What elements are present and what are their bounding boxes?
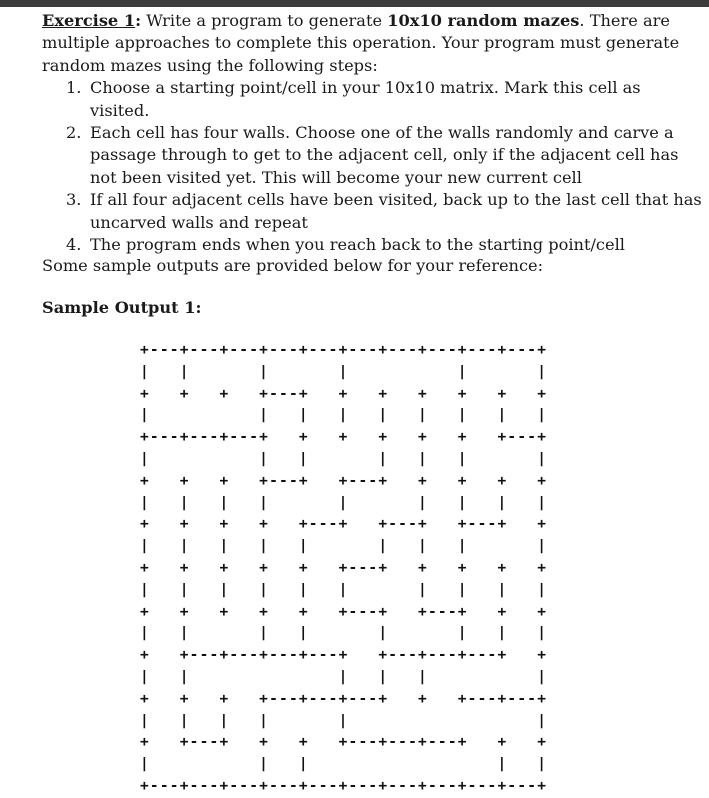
step-item (42, 122, 704, 189)
maze-line: | | | | | (140, 756, 548, 773)
step-number: 1. (66, 78, 82, 98)
maze-line: | | | | | | | | | (140, 494, 548, 511)
step-item (42, 189, 704, 234)
maze-line: | | | | | | (140, 668, 548, 685)
maze-line: | | | | | | | | | (140, 407, 548, 424)
maze-line: +---+---+---+ + + + + + +---+ (140, 429, 548, 446)
maze-line: + +---+---+---+---+ +---+---+---+ + (140, 647, 548, 664)
sample-note: Some sample outputs are provided below for your reference: (42, 256, 544, 275)
maze-line: | | | | | | | (140, 450, 548, 467)
maze-line: +---+---+---+---+---+---+---+---+---+---+ (140, 777, 548, 794)
maze-line: | | | | | | | | | | (140, 581, 548, 598)
maze-line: +---+---+---+---+---+---+---+---+---+---+ (140, 342, 548, 358)
maze-line: + + + + +---+ +---+ +---+ + (140, 516, 548, 533)
step-number: 2. (66, 123, 82, 143)
exercise-document (42, 10, 704, 256)
exercise-text-before: Write a program to generate (141, 11, 388, 30)
step-text: The program ends when you reach back to the starting point/cell (90, 235, 625, 255)
step-text: If all four adjacent cells have been visited, back up to the last cell that has uncarved walls and repeat (90, 190, 702, 232)
maze-line: + +---+ + + +---+---+---+ + + (140, 734, 548, 751)
top-border-bar (0, 0, 709, 7)
maze-line: | | | | | | (140, 712, 548, 729)
maze-line: + + + +---+---+---+ + +---+---+ (140, 690, 548, 707)
step-text: Choose a starting point/cell in your 10x10 matrix. Mark this cell as visited. (90, 78, 641, 120)
maze-output (140, 340, 547, 798)
maze-line: + + + +---+ + + + + + + (140, 385, 548, 402)
maze-line: + + + +---+ +---+ + + + + (140, 472, 548, 489)
maze-line: | | | | | | (140, 363, 548, 380)
exercise-bold-term: 10x10 random mazes (387, 11, 580, 30)
step-item (42, 234, 704, 256)
exercise-text-after: . There are multiple approaches to complete this operation. Your program must generate random mazes using the following steps: (42, 11, 680, 75)
maze-line: + + + + + +---+ +---+ + + (140, 603, 548, 620)
sample-output-heading: Sample Output 1: (42, 298, 202, 317)
exercise-label: Exercise 1 (42, 11, 136, 30)
maze-line: | | | | | | | | | (140, 538, 548, 555)
step-text: Each cell has four walls. Choose one of the walls randomly and carve a passage through to get to the adjacent cell, only if the adjacent cell has not been visited yet. This will become your new current cell (90, 123, 679, 187)
step-number: 3. (66, 190, 82, 210)
exercise-colon: : (135, 11, 142, 30)
steps-list (42, 77, 704, 256)
exercise-intro (42, 10, 704, 77)
maze-line: | | | | | | | | (140, 625, 548, 642)
step-item (42, 77, 704, 122)
step-number: 4. (66, 235, 82, 255)
maze-line: + + + + + +---+ + + + + (140, 559, 548, 576)
